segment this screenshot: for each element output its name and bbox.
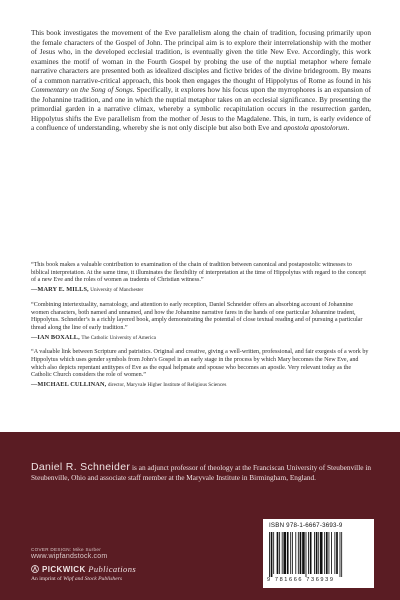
description-part-2: . Specifically, it explores how his focus upon the myrrophores is an expansion of the Johannine tradition, and one in which the nuptial metaphor takes on an ecclesial significance. By presenting the primordial garden in a narrative climax, whereby a symbolic recapitulation occurs in the resurrection garden, Hippolytus shifts the Eve parallelism from the mother of Jesus to the Magdalene. This, in turn, is early evidence of a confluence of understanding, whereby she is not only disciple but also both Eve and [31,85,371,133]
endorser-name: —IAN BOXALL, [31,333,80,341]
isbn-number: 978-1-6667-3693-9 [286,522,343,529]
book-description [31,28,371,133]
endorsement [31,349,371,390]
imprint-parent: Wipf and Stock Publishers [63,576,123,582]
endorsements [31,262,371,397]
barcode-panel [263,519,374,588]
description-part-3: . [347,123,350,133]
isbn-text [269,522,343,529]
publisher-website[interactable]: www.wipfandstock.com [31,553,108,560]
endorser-name: —MICHAEL CULLINAN, [31,381,107,389]
publisher-credits [31,547,136,582]
description-part-1: This book investigates the movement of the Eve parallelism along the chain of tradition, focusing primarily upon the female characters of the Gospel of John. The principal aim is to explore their interrelationship with the mother of Jesus who, in the developed ecclesial tradition, is eventually given the title New Eve. Accordingly, this work examines the motif of woman in the Fourth Gospel by probing the use of the nuptial metaphor where female narrative characters are presented both as idealized disciples and fictive brides of the divine bridegroom. By means of a common narrative-critical approach, this book then engages the thought of Hippolytus of Rome as found in his [31,28,371,85]
endorser-affiliation: director, Maryvale Higher Institute of Religious Sciences [107,382,227,389]
endorser-affiliation: University of Manchester [90,287,144,294]
author-bio [31,463,371,482]
isbn-label: ISBN [269,522,285,529]
publisher-name-bold: PICKWICK [42,565,86,574]
publisher-row [31,564,136,574]
barcode-graphic [267,532,370,577]
author-bio-text: is an adjunct professor of theology at the Franciscan University of Steubenville in Steubenville, Ohio and associate staff member at the Maryvale Institute in Birmingham, England. [31,463,371,482]
endorser-name: —MARY E. MILLS, [31,286,89,294]
endorsement-quote: “A valuable link between Scripture and patristics. Original and creative, giving a well-written, professional, and fair exegesis of a work by Hippolytus which uses gender symbols from John’s Gospel in an early stage in the process by which Mary becomes the New Eve, and which also depicts repentant antitypes of Eve as the equal helpmate and spouse who becomes an apostle. Very relevant today as the Catholic Church considers the role of women.” [31,349,369,379]
imprint-prefix: An imprint of [31,576,64,582]
endorsement [31,262,371,295]
imprint-line [31,576,136,582]
endorser-affiliation: The Catholic University of America [81,334,156,341]
endorsement-attribution [31,334,371,343]
cover-design-credit: COVER DESIGN: Mike Surber [31,547,102,552]
endorsement-attribution [31,286,371,295]
description-italic-term: apostola apostolorum [283,123,348,133]
endorsement-quote: “Combining intertextuality, narratology, and attention to early reception, Daniel Schneider offers an absorbing account of Johannine women characters, both named and unnamed, and how the Johannine narrative fares in the hands of one particular Johannine tradent, Hippolytus. Schneider’s is a richly layered book, amply demonstrating the potential of close textual reading and of pursuing a particular thread along the line of early tradition.” [31,301,363,331]
author-name: Daniel R. Schneider [31,461,131,473]
endorsement-attribution [31,381,371,390]
publisher-name [42,564,136,574]
publisher-name-italic: Publications [88,564,137,574]
publisher-logo-icon [31,565,39,573]
endorsement [31,302,371,343]
barcode-digits: 9 781666 736939 [267,577,335,583]
endorsement-quote: “This book makes a valuable contribution to examination of the chain of tradition between canonical and postapostolic witnesses to biblical interpretation. At the same time, it illuminates the flexibility of interpretation at the time of Hippolytus with regard to the concept of a new Eve and the roles of women as tradents of Christian witness.” [31,262,366,284]
description-title-italic: Commentary on the Song of Songs [31,85,133,95]
